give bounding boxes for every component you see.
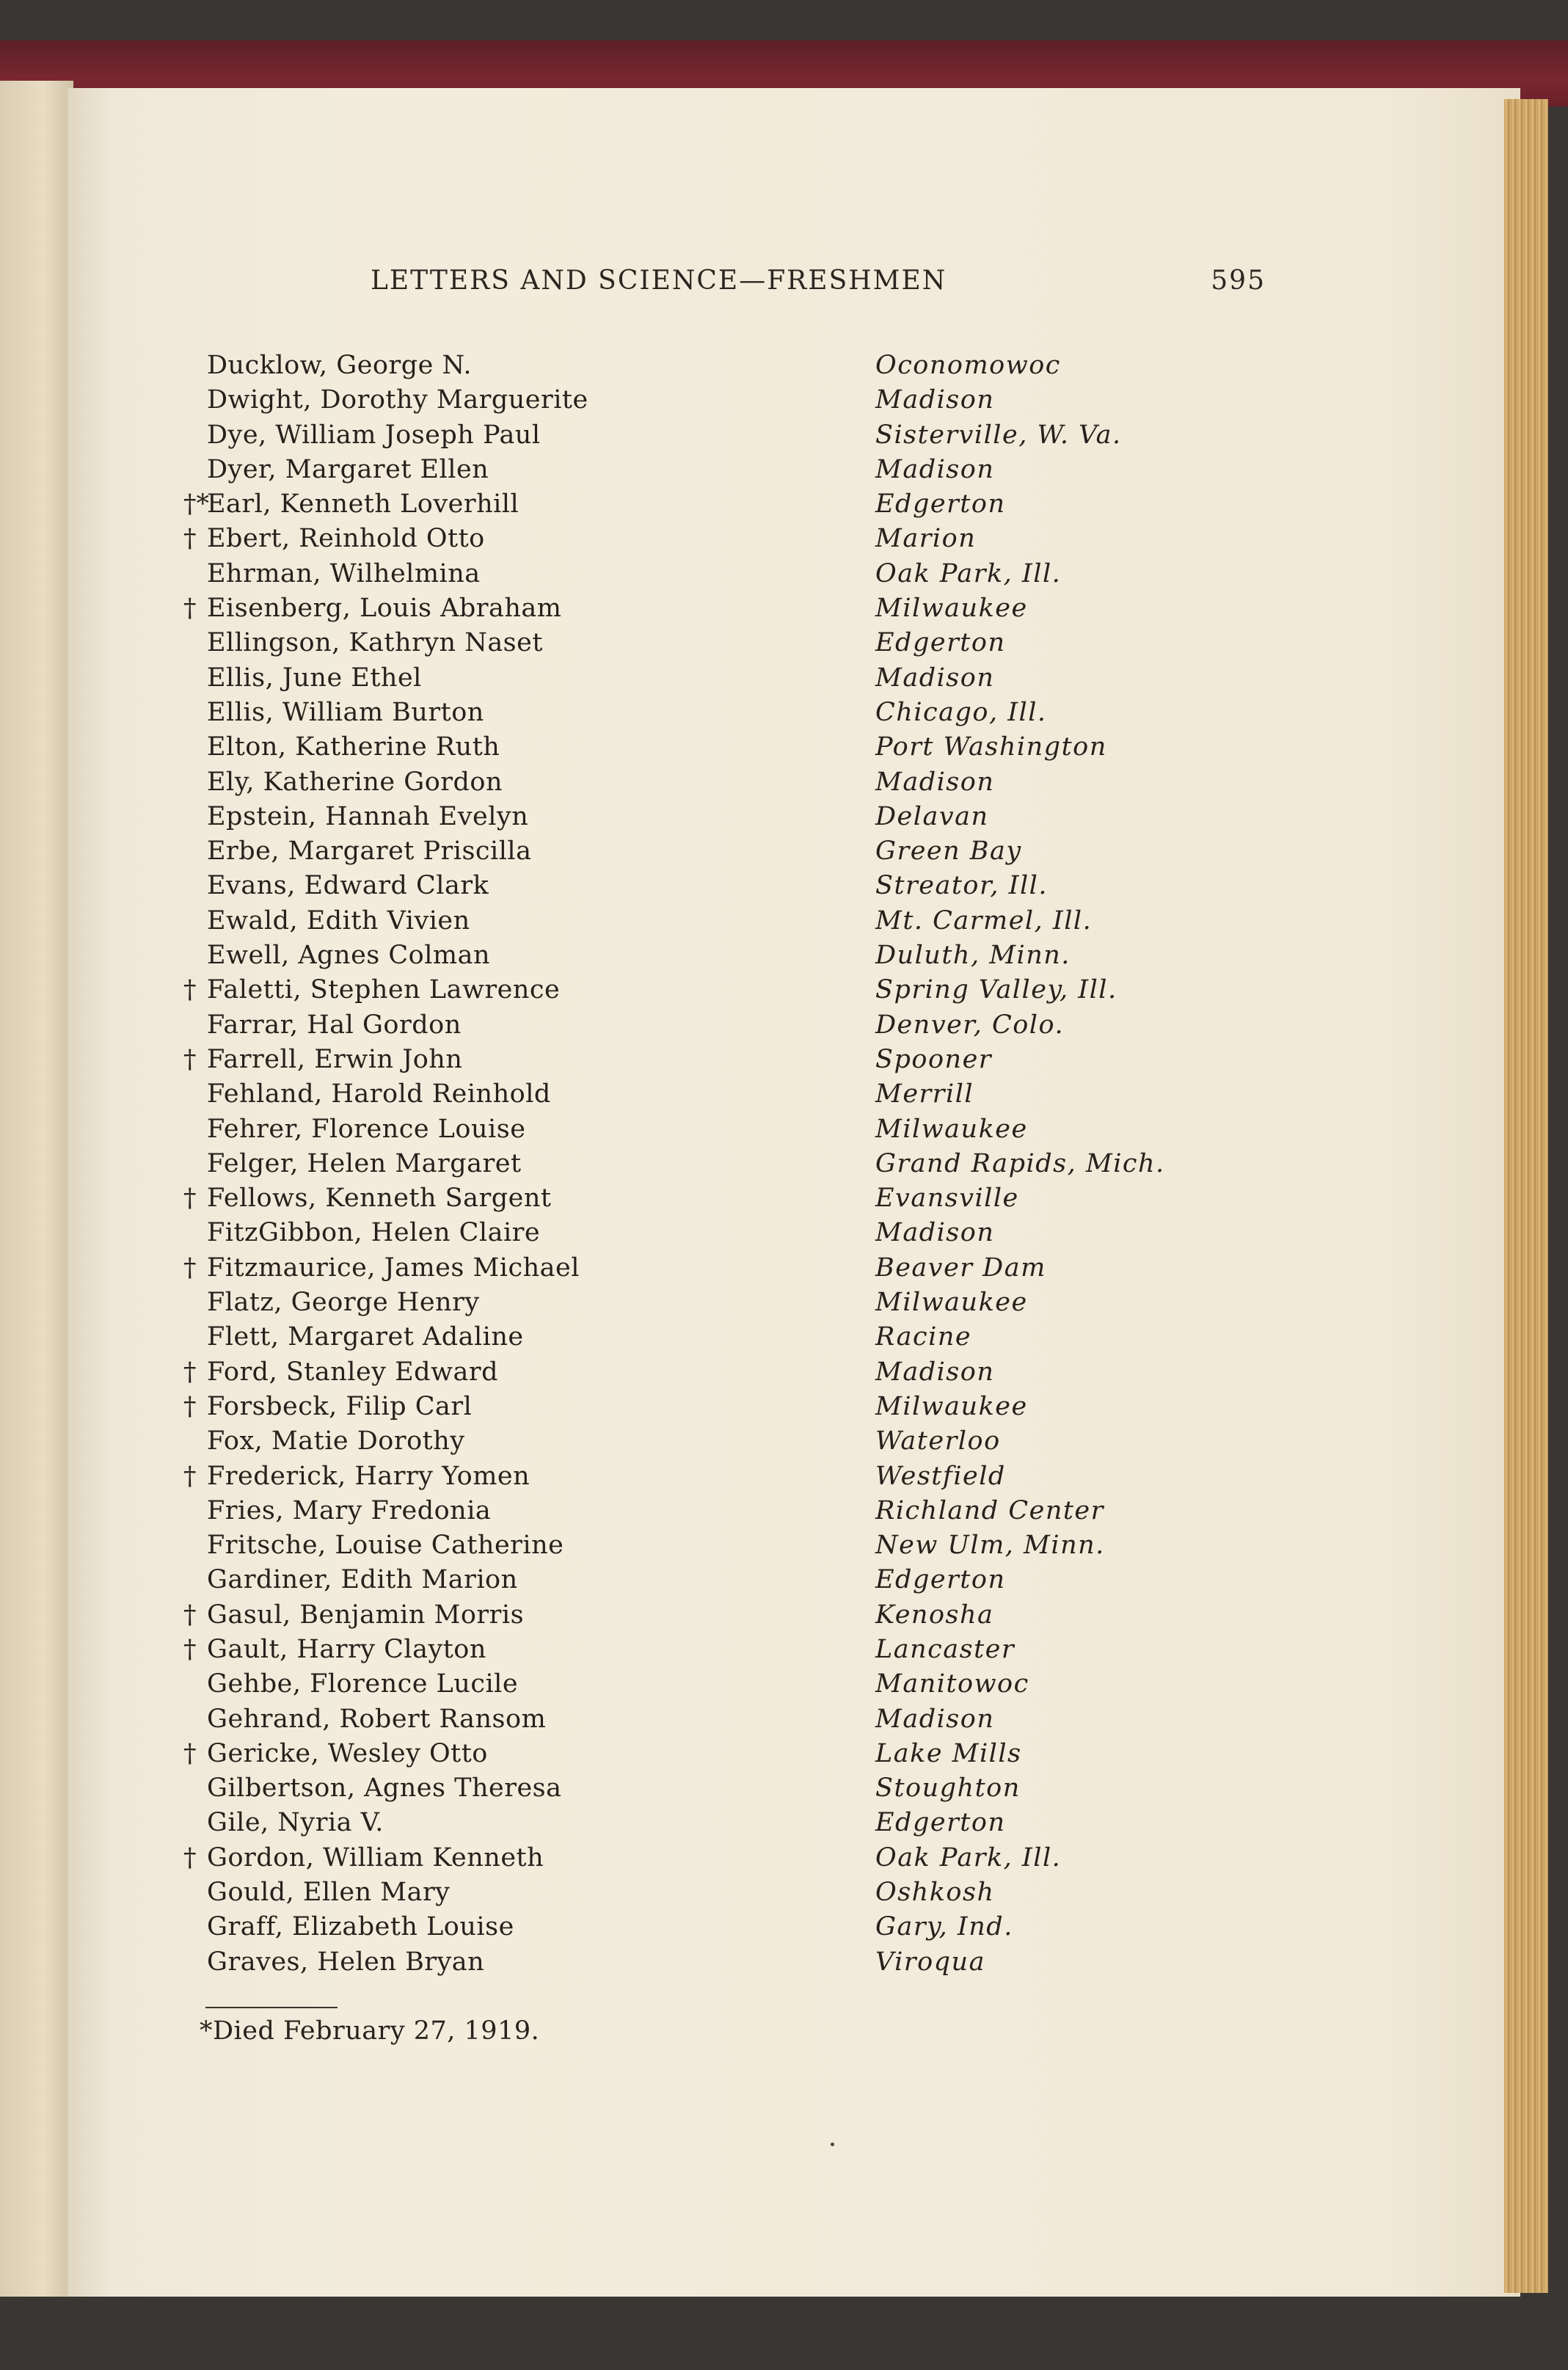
hometown: Lake Mills	[875, 1738, 1022, 1768]
hometown: Madison	[875, 1357, 995, 1387]
list-item	[183, 692, 1225, 726]
list-item	[183, 588, 1225, 622]
student-name: Epstein, Hannah Evelyn	[207, 801, 529, 831]
list-item	[183, 1525, 1225, 1559]
hometown: New Ulm, Minn.	[875, 1531, 1105, 1561]
hometown: Denver, Colo.	[875, 1010, 1065, 1040]
entry-mark: †	[183, 1044, 197, 1074]
hometown: Green Bay	[875, 836, 1022, 867]
list-item	[183, 762, 1225, 796]
hometown: Grand Rapids, Mich.	[875, 1148, 1165, 1178]
facing-page-edge	[0, 81, 73, 2297]
list-item	[183, 831, 1225, 865]
hometown: Madison	[875, 385, 995, 415]
hometown: Madison	[875, 1218, 995, 1248]
list-item	[183, 1699, 1225, 1733]
student-name: Fehland, Harold Reinhold	[207, 1079, 551, 1109]
hometown: Oconomowoc	[875, 351, 1061, 380]
student-name: Fries, Mary Fredonia	[207, 1495, 492, 1525]
student-name: Dwight, Dorothy Marguerite	[207, 385, 588, 415]
list-item	[183, 345, 1225, 379]
hometown: Evansville	[875, 1184, 1019, 1214]
entry-mark: †	[183, 1391, 197, 1421]
list-item	[183, 865, 1225, 900]
list-item	[183, 1802, 1225, 1837]
page-number: 595	[1211, 266, 1266, 296]
list-item	[183, 1282, 1225, 1316]
list-item	[183, 1456, 1225, 1490]
student-name: Eisenberg, Louis Abraham	[207, 594, 562, 624]
student-name: Gault, Harry Clayton	[207, 1634, 486, 1664]
list-item	[183, 1906, 1225, 1941]
hometown: Chicago, Ill.	[875, 697, 1047, 727]
student-name: Erbe, Margaret Priscilla	[207, 836, 532, 867]
list-item	[183, 1004, 1225, 1039]
list-item	[183, 1594, 1225, 1629]
list-item	[183, 1941, 1225, 1976]
list-item	[183, 484, 1225, 518]
hometown: Spring Valley, Ill.	[875, 975, 1117, 1005]
entry-mark: †	[183, 1357, 197, 1387]
hometown: Edgerton	[875, 1808, 1006, 1838]
hometown: Viroqua	[875, 1947, 985, 1977]
entry-mark: †	[183, 1184, 197, 1214]
list-item	[183, 1629, 1225, 1663]
list-item	[183, 622, 1225, 657]
student-name: Farrar, Hal Gordon	[207, 1010, 462, 1040]
page-title: LETTERS AND SCIENCE—FRESHMEN	[371, 266, 947, 296]
student-name: Graves, Helen Bryan	[207, 1947, 485, 1977]
list-item	[183, 1073, 1225, 1108]
student-name: Ford, Stanley Edward	[207, 1357, 498, 1387]
entry-mark: †	[183, 1600, 197, 1630]
student-name: Farrell, Erwin John	[207, 1044, 463, 1074]
list-item	[183, 379, 1225, 414]
student-name: Ewell, Agnes Colman	[207, 941, 491, 971]
student-name: Gardiner, Edith Marion	[207, 1565, 518, 1595]
student-name: Gilbertson, Agnes Theresa	[207, 1773, 562, 1804]
entry-mark: †	[183, 1634, 197, 1664]
student-name: FitzGibbon, Helen Claire	[207, 1218, 541, 1248]
page-speck	[831, 2143, 834, 2146]
list-item	[183, 1247, 1225, 1282]
entry-mark: †	[183, 594, 197, 624]
list-item	[183, 1768, 1225, 1802]
entry-mark: †	[183, 975, 197, 1005]
list-item	[183, 1178, 1225, 1212]
list-item	[183, 1837, 1225, 1872]
student-name: Fellows, Kenneth Sargent	[207, 1184, 552, 1214]
list-item	[183, 935, 1225, 969]
student-name: Earl, Kenneth Loverhill	[207, 489, 519, 519]
hometown: Milwaukee	[875, 1114, 1028, 1144]
hometown: Duluth, Minn.	[875, 941, 1071, 971]
list-item	[183, 1733, 1225, 1768]
hometown: Mt. Carmel, Ill.	[875, 905, 1093, 936]
student-name: Evans, Edward Clark	[207, 871, 489, 901]
list-item	[183, 969, 1225, 1004]
student-name: Graff, Elizabeth Louise	[207, 1912, 514, 1942]
student-name: Ely, Katherine Gordon	[207, 767, 503, 797]
page-edges	[1504, 99, 1548, 2293]
hometown: Milwaukee	[875, 1288, 1028, 1318]
hometown: Milwaukee	[875, 1391, 1028, 1421]
list-item	[183, 1039, 1225, 1073]
list-item	[183, 553, 1225, 588]
student-name: Dyer, Margaret Ellen	[207, 454, 489, 484]
hometown: Marion	[875, 524, 977, 554]
hometown: Lancaster	[875, 1634, 1015, 1664]
list-item	[183, 726, 1225, 761]
entry-mark: †	[183, 1842, 197, 1873]
hometown: Stoughton	[875, 1773, 1021, 1804]
hometown: Kenosha	[875, 1600, 994, 1630]
hometown: Oak Park, Ill.	[875, 558, 1062, 588]
list-item	[183, 1143, 1225, 1178]
hometown: Waterloo	[875, 1426, 1001, 1456]
list-item	[183, 1559, 1225, 1594]
hometown: Milwaukee	[875, 594, 1028, 624]
entry-mark: †	[183, 1461, 197, 1491]
student-name: Fehrer, Florence Louise	[207, 1114, 526, 1144]
student-name: Ebert, Reinhold Otto	[207, 524, 485, 554]
hometown: Delavan	[875, 801, 989, 831]
student-name: Gordon, William Kenneth	[207, 1842, 544, 1873]
hometown: Edgerton	[875, 1565, 1006, 1595]
student-name: Elton, Katherine Ruth	[207, 732, 500, 762]
list-item	[183, 796, 1225, 831]
student-name: Fitzmaurice, James Michael	[207, 1253, 580, 1283]
student-name: Gasul, Benjamin Morris	[207, 1600, 525, 1630]
hometown: Streator, Ill.	[875, 871, 1048, 901]
list-item	[183, 415, 1225, 449]
student-name: Fritsche, Louise Catherine	[207, 1531, 564, 1561]
list-item	[183, 1872, 1225, 1906]
student-name: Gehrand, Robert Ransom	[207, 1704, 547, 1734]
list-item	[183, 1663, 1225, 1698]
list-item	[183, 900, 1225, 935]
entry-mark: †	[183, 1738, 197, 1768]
footnote-rule	[205, 2007, 338, 2008]
list-item	[183, 1316, 1225, 1351]
hometown: Westfield	[875, 1461, 1006, 1491]
list-item	[183, 1386, 1225, 1421]
student-name: Ewald, Edith Vivien	[207, 905, 470, 936]
hometown: Gary, Ind.	[875, 1912, 1013, 1942]
student-name: Gile, Nyria V.	[207, 1808, 384, 1838]
hometown: Richland Center	[875, 1495, 1104, 1525]
hometown: Racine	[875, 1322, 972, 1352]
entry-mark: †*	[183, 489, 209, 519]
student-name: Ellis, William Burton	[207, 697, 484, 727]
hometown: Oshkosh	[875, 1878, 995, 1908]
running-head	[371, 266, 1266, 302]
student-name: Flatz, George Henry	[207, 1288, 480, 1318]
student-name: Frederick, Harry Yomen	[207, 1461, 530, 1491]
list-item	[183, 449, 1225, 484]
student-name: Ellis, June Ethel	[207, 663, 422, 693]
entry-mark: †	[183, 1253, 197, 1283]
student-name: Forsbeck, Filip Carl	[207, 1391, 473, 1421]
entry-mark: †	[183, 524, 197, 554]
hometown: Sisterville, W. Va.	[875, 420, 1122, 450]
student-name: Faletti, Stephen Lawrence	[207, 975, 561, 1005]
hometown: Madison	[875, 1704, 995, 1734]
hometown: Manitowoc	[875, 1669, 1029, 1699]
list-item	[183, 1421, 1225, 1455]
student-name: Gehbe, Florence Lucile	[207, 1669, 519, 1699]
footnote: *Died February 27, 1919.	[200, 2016, 540, 2046]
list-item	[183, 1212, 1225, 1247]
hometown: Madison	[875, 454, 995, 484]
student-name: Ducklow, George N.	[207, 351, 472, 380]
student-name: Gould, Ellen Mary	[207, 1878, 451, 1908]
student-name: Felger, Helen Margaret	[207, 1148, 522, 1178]
student-name: Flett, Margaret Adaline	[207, 1322, 524, 1352]
hometown: Oak Park, Ill.	[875, 1842, 1062, 1873]
student-name: Gericke, Wesley Otto	[207, 1738, 488, 1768]
hometown: Madison	[875, 767, 995, 797]
hometown: Spooner	[875, 1044, 993, 1074]
hometown: Edgerton	[875, 489, 1006, 519]
list-item	[183, 1352, 1225, 1386]
list-item	[183, 1490, 1225, 1525]
student-name: Ehrman, Wilhelmina	[207, 558, 481, 588]
student-name: Ellingson, Kathryn Naset	[207, 628, 543, 658]
list-item	[183, 1109, 1225, 1143]
student-name: Fox, Matie Dorothy	[207, 1426, 465, 1456]
student-name: Dye, William Joseph Paul	[207, 420, 541, 450]
hometown: Merrill	[875, 1079, 974, 1109]
hometown: Beaver Dam	[875, 1253, 1046, 1283]
hometown: Port Washington	[875, 732, 1107, 762]
hometown: Madison	[875, 663, 995, 693]
hometown: Edgerton	[875, 628, 1006, 658]
student-list	[183, 345, 1225, 1976]
list-item	[183, 657, 1225, 692]
list-item	[183, 518, 1225, 553]
